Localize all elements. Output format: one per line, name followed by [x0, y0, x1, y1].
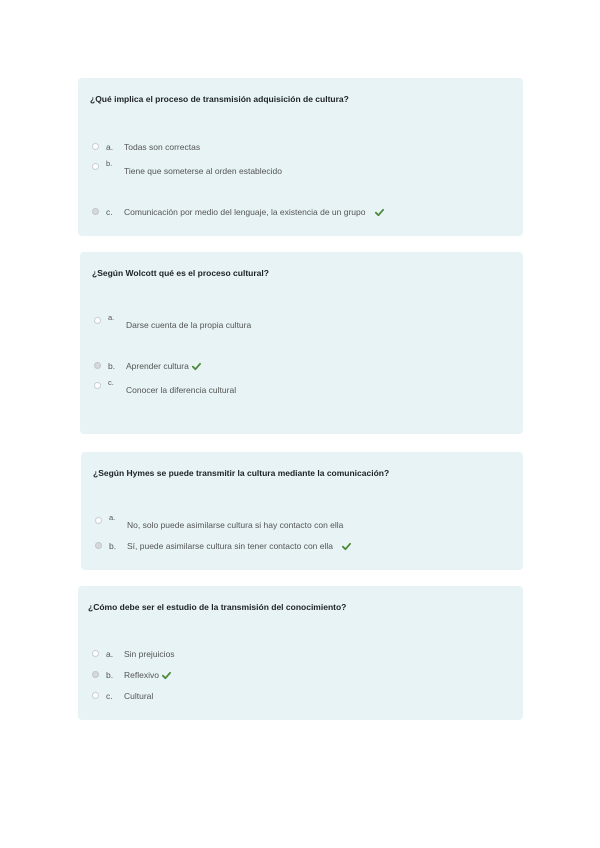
option-text: Todas son correctas	[124, 142, 201, 152]
question-title: ¿Qué implica el proceso de transmisión adquisición de cultura?	[90, 94, 349, 104]
radio-button[interactable]	[92, 692, 99, 699]
answer-option-c[interactable]	[92, 207, 384, 217]
option-letter: b.	[108, 361, 116, 371]
radio-button[interactable]	[95, 517, 102, 524]
option-letter: a.	[106, 142, 114, 152]
option-text: Tiene que someterse al orden establecido	[124, 166, 282, 176]
answer-option-c[interactable]	[92, 691, 153, 701]
option-letter: b.	[106, 159, 113, 168]
option-letter: c.	[106, 207, 113, 217]
option-text: Comunicación por medio del lenguaje, la existencia de un grupo	[124, 207, 366, 217]
option-text: Reflexivo	[124, 670, 159, 680]
question-title: ¿Según Hymes se puede transmitir la cultura mediante la comunicación?	[93, 468, 390, 478]
option-letter: c.	[108, 378, 114, 387]
radio-button-selected[interactable]	[92, 671, 99, 678]
radio-button[interactable]	[92, 163, 99, 170]
answer-option-a[interactable]	[92, 142, 200, 152]
option-letter: c.	[106, 691, 113, 701]
option-letter: b.	[109, 541, 117, 551]
answer-option-c[interactable]	[94, 378, 237, 395]
radio-button-selected[interactable]	[94, 362, 101, 369]
answer-option-b[interactable]	[95, 541, 351, 551]
answer-option-a[interactable]	[95, 513, 344, 530]
question-card-1	[78, 78, 523, 236]
radio-button-selected[interactable]	[92, 208, 99, 215]
option-text: No, solo puede asimilarse cultura si hay contacto con ella	[127, 520, 344, 530]
question-title: ¿Cómo debe ser el estudio de la transmisión del conocimiento?	[88, 602, 347, 612]
check-icon	[342, 542, 351, 551]
question-title: ¿Según Wolcott qué es el proceso cultural?	[92, 268, 269, 278]
check-icon	[162, 671, 171, 680]
option-letter: b.	[106, 670, 114, 680]
radio-button[interactable]	[92, 650, 99, 657]
question-card-4	[78, 586, 523, 720]
option-text: Darse cuenta de la propia cultura	[126, 320, 252, 330]
option-letter: a.	[106, 649, 114, 659]
radio-button[interactable]	[92, 143, 99, 150]
check-icon	[375, 208, 384, 217]
question-card-2	[80, 252, 523, 434]
check-icon	[192, 362, 201, 371]
radio-button[interactable]	[94, 317, 101, 324]
option-text: Sí, puede asimilarse cultura sin tener contacto con ella	[127, 541, 334, 551]
answer-option-b[interactable]	[92, 159, 282, 176]
answer-option-b[interactable]	[92, 670, 171, 680]
answer-option-a[interactable]	[92, 649, 175, 659]
option-text: Aprender cultura	[126, 361, 189, 371]
option-text: Sin prejuicios	[124, 649, 175, 659]
radio-button-selected[interactable]	[95, 542, 102, 549]
answer-option-a[interactable]	[94, 313, 252, 330]
answer-option-b[interactable]	[94, 361, 201, 371]
question-card-3	[81, 452, 523, 570]
option-text: Cultural	[124, 691, 154, 701]
radio-button[interactable]	[94, 382, 101, 389]
option-letter: a.	[109, 513, 116, 522]
option-letter: a.	[108, 313, 115, 322]
option-text: Conocer la diferencia cultural	[126, 385, 237, 395]
